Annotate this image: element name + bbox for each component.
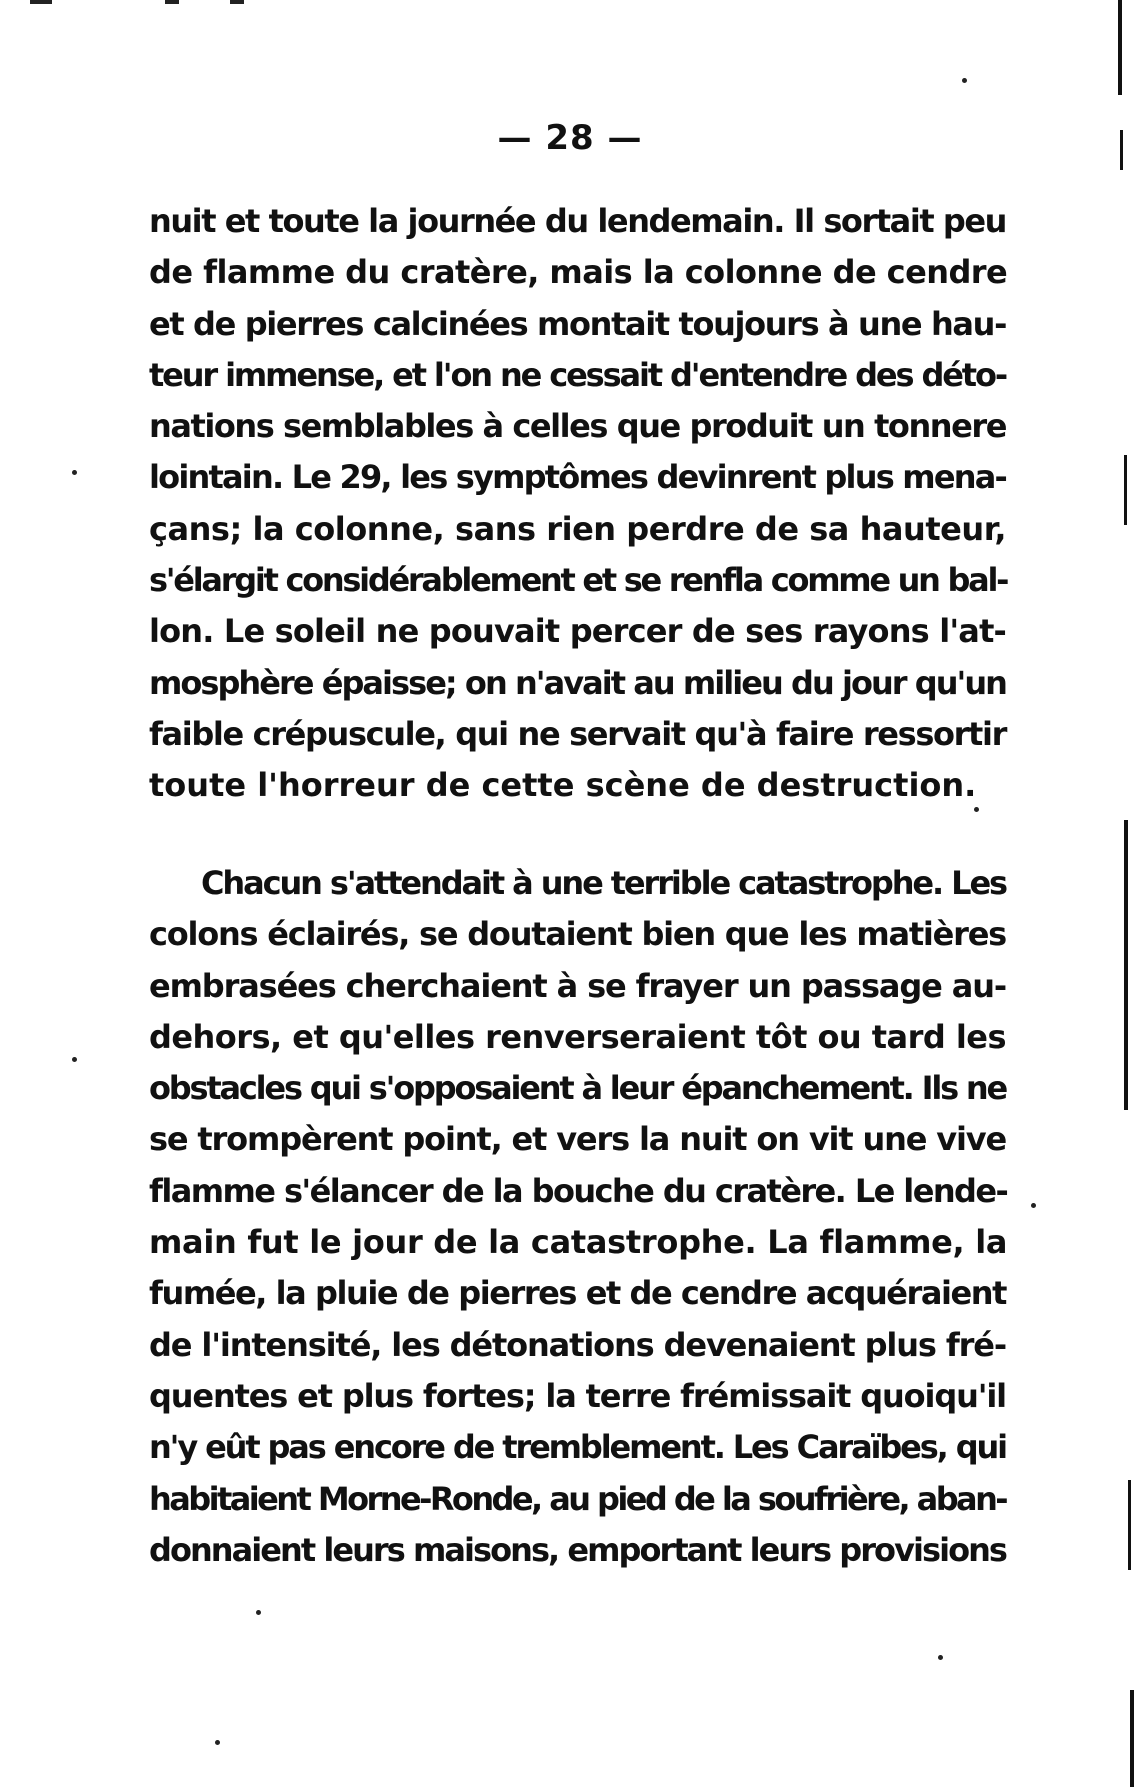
text-line: habitaient Morne-Ronde, au pied de la soufrière, aban- xyxy=(149,1479,1007,1518)
text-line: de flamme du cratère, mais la colonne de cendre xyxy=(149,253,1008,292)
text-line: donnaient leurs maisons, emportant leurs provisions xyxy=(149,1530,1007,1569)
scan-speck xyxy=(962,78,967,83)
text-line: colons éclairés, se doutaient bien que les matières xyxy=(149,915,1007,954)
binding-edge-mark xyxy=(1118,0,1122,95)
text-line: lointain. Le 29, les symptômes devinrent plus mena- xyxy=(149,458,1007,497)
scan-speck xyxy=(1031,1203,1036,1208)
text-line: main fut le jour de la catastrophe. La flamme, la xyxy=(149,1223,1008,1262)
text-line: nations semblables à celles que produit un tonnere xyxy=(149,407,1007,446)
text-line: de l'intensité, les détonations devenaient plus fré- xyxy=(149,1325,1007,1364)
page-number: — 28 — xyxy=(497,118,643,158)
top-edge-mark xyxy=(165,0,179,4)
text-line: dehors, et qu'elles renverseraient tôt ou tard les xyxy=(149,1017,1007,1056)
paragraph-2 xyxy=(149,858,1006,1576)
binding-edge-mark xyxy=(1128,1480,1131,1570)
text-line: quentes et plus fortes; la terre frémissait quoiqu'il xyxy=(149,1376,1007,1415)
text-line: faible crépuscule, qui ne servait qu'à faire ressortir xyxy=(149,714,1007,753)
scan-speck xyxy=(938,1655,943,1660)
binding-edge-mark xyxy=(1124,455,1127,525)
scan-speck xyxy=(256,1610,261,1615)
text-line: fumée, la pluie de pierres et de cendre acquéraient xyxy=(149,1274,1007,1313)
text-line: nuit et toute la journée du lendemain. Il sortait peu xyxy=(149,202,1007,240)
binding-edge-mark xyxy=(1130,1690,1134,1787)
scan-speck xyxy=(72,470,77,475)
text-line: lon. Le soleil ne pouvait percer de ses rayons l'at- xyxy=(149,612,1007,651)
text-line: obstacles qui s'opposaient à leur épanchement. Ils ne xyxy=(149,1069,1007,1108)
binding-edge-mark xyxy=(1124,820,1128,1110)
text-line: Chacun s'attendait à une terrible catastrophe. Les xyxy=(201,864,1007,902)
text-line: embrasées cherchaient à se frayer un passage au- xyxy=(149,966,1007,1005)
top-edge-mark xyxy=(30,0,52,4)
text-line: toute l'horreur de cette scène de destruction. xyxy=(149,766,977,805)
text-line: mosphère épaisse; on n'avait au milieu du jour qu'un xyxy=(149,663,1007,702)
text-line: s'élargit considérablement et se renfla comme un bal- xyxy=(149,561,1008,600)
text-line: çans; la colonne, sans rien perdre de sa hauteur, xyxy=(149,509,1007,548)
text-line: n'y eût pas encore de tremblement. Les Caraïbes, qui xyxy=(149,1428,1007,1467)
scan-speck xyxy=(72,1057,77,1062)
scan-speck xyxy=(215,1740,220,1745)
text-line: teur immense, et l'on ne cessait d'entendre des déto- xyxy=(149,355,1007,394)
text-line: flamme s'élancer de la bouche du cratère. Le lende- xyxy=(149,1171,1008,1210)
top-edge-mark xyxy=(230,0,244,4)
text-line: se trompèrent point, et vers la nuit on vit une vive xyxy=(149,1120,1007,1159)
text-line: et de pierres calcinées montait toujours à une hau- xyxy=(149,304,1007,343)
paragraph-1 xyxy=(149,196,1006,812)
